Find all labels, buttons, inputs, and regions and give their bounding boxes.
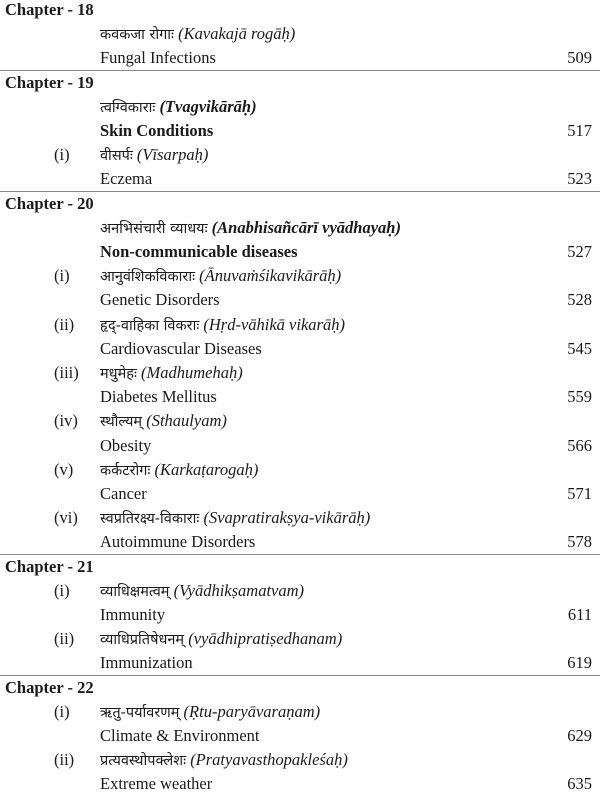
chapter-title: Chapter - 19 — [5, 72, 94, 92]
entry-index: (vi) — [54, 508, 78, 528]
page-number: 528 — [567, 290, 592, 310]
entry-english-line — [0, 385, 600, 409]
transliteration: (Vyādhikṣamatvam) — [173, 580, 305, 600]
entry-sanskrit-line — [0, 143, 600, 167]
entry-index: (i) — [54, 266, 70, 286]
entry-english-line — [0, 119, 600, 143]
page-number: 629 — [567, 726, 592, 745]
page-number: 517 — [567, 121, 592, 140]
english-title: Cancer — [100, 484, 147, 503]
sanskrit-title: मधुमेहः — [100, 366, 137, 382]
english-title: Immunization — [100, 653, 193, 673]
entry-sanskrit-line — [0, 700, 600, 724]
chapter-title: Chapter - 21 — [5, 556, 94, 576]
entry-sanskrit-heading — [100, 95, 257, 120]
english-title: Autoimmune Disorders — [100, 532, 256, 552]
entry-index: (i) — [54, 145, 70, 165]
sanskrit-title: हृद्-वाहिका विकराः — [100, 317, 200, 334]
sanskrit-title: त्वग्विकाराः — [100, 99, 156, 116]
english-title: Immunity — [100, 605, 166, 624]
entry-sanskrit-heading — [100, 22, 295, 47]
entry-sanskrit-line — [0, 627, 600, 651]
entry-english-line — [0, 240, 600, 264]
transliteration: (Pratyavasthopakleśaḥ) — [190, 750, 348, 770]
page-number: 619 — [567, 653, 592, 673]
chapter-title: Chapter - 20 — [5, 193, 94, 213]
chapter-title: Chapter - 22 — [5, 677, 94, 697]
sanskrit-title: आनुवंशिकविकाराः — [100, 269, 196, 286]
entry-index: (i) — [54, 701, 70, 721]
page-number: 527 — [567, 242, 592, 261]
entry-english-line — [0, 337, 600, 361]
entry-sanskrit-heading — [100, 361, 243, 386]
english-title: Diabetes Mellitus — [100, 387, 217, 407]
chapter-heading — [0, 71, 600, 95]
entry-index: (iii) — [54, 363, 79, 382]
entry-sanskrit-heading — [100, 700, 320, 725]
entry-sanskrit-line — [0, 748, 600, 772]
transliteration: (vyādhipratiṣedhanam) — [188, 629, 343, 649]
chapter-heading — [0, 0, 600, 22]
sanskrit-title: स्वप्रतिरक्ष्य-विकाराः — [100, 511, 200, 528]
entry-index: (ii) — [54, 750, 75, 770]
entry-sanskrit-line — [0, 216, 600, 240]
transliteration: (Svapratirakṣya-vikārāḥ) — [203, 508, 371, 528]
transliteration: (Ānuvaṁśikavikārāḥ) — [199, 266, 342, 286]
entry-index: (iv) — [54, 411, 78, 431]
transliteration: (Sthaulyam) — [146, 411, 227, 431]
english-title: Genetic Disorders — [100, 290, 220, 310]
english-title: Obesity — [100, 435, 152, 455]
sanskrit-title: व्याधिक्षमत्वम् — [100, 583, 170, 600]
english-title: Extreme weather — [100, 774, 213, 794]
english-title: Non-communicable diseases — [100, 242, 298, 261]
entry-english-line — [0, 603, 600, 627]
transliteration: (Madhumehaḥ) — [141, 363, 243, 382]
entry-english-line — [0, 651, 600, 675]
sanskrit-title: अनभिसंचारी व्याधयः — [100, 220, 208, 237]
entry-sanskrit-heading — [100, 264, 341, 289]
entry-index: (ii) — [54, 629, 75, 649]
sanskrit-title: व्याधिप्रतिषेधनम् — [100, 632, 185, 649]
english-title: Skin Conditions — [100, 121, 214, 140]
entry-sanskrit-heading — [100, 458, 258, 483]
entry-index: (v) — [54, 459, 74, 479]
page-number: 559 — [567, 387, 592, 407]
page-number: 545 — [567, 338, 592, 358]
entry-english-line — [0, 724, 600, 748]
english-title: Fungal Infections — [100, 48, 216, 68]
entry-sanskrit-heading — [100, 216, 401, 241]
page-number: 635 — [567, 774, 592, 794]
entry-sanskrit-line — [0, 361, 600, 385]
sanskrit-title: स्थौल्यम् — [100, 414, 143, 431]
transliteration: (Ṛtu-paryāvaraṇam) — [183, 701, 321, 721]
entry-english-line — [0, 772, 600, 796]
sanskrit-title: कवकजा रोगाः — [100, 27, 174, 44]
chapter-title: Chapter - 18 — [5, 0, 94, 19]
page-number: 509 — [567, 48, 592, 68]
entry-sanskrit-heading — [100, 313, 345, 338]
chapter-heading — [0, 192, 600, 216]
english-title: Climate & Environment — [100, 726, 260, 745]
sanskrit-title: प्रत्यवस्थोपक्लेशः — [100, 753, 187, 770]
entry-sanskrit-line — [0, 579, 600, 603]
page-number: 571 — [567, 484, 592, 503]
entry-sanskrit-line — [0, 313, 600, 337]
sanskrit-title: ऋतु-पर्यावरणम् — [100, 704, 180, 721]
entry-sanskrit-line — [0, 409, 600, 433]
transliteration: (Karkaṭarogaḥ) — [154, 459, 259, 479]
sanskrit-title: वीसर्पः — [100, 148, 133, 165]
entry-sanskrit-heading — [100, 748, 348, 773]
chapter-heading — [0, 676, 600, 700]
entry-english-line — [0, 530, 600, 554]
entry-sanskrit-line — [0, 22, 600, 46]
transliteration: (Kavakajā rogāḥ) — [178, 24, 296, 44]
entry-sanskrit-heading — [100, 409, 227, 434]
entry-index: (i) — [54, 580, 70, 600]
entry-sanskrit-line — [0, 95, 600, 119]
entry-english-line — [0, 482, 600, 506]
entry-sanskrit-line — [0, 264, 600, 288]
entry-english-line — [0, 288, 600, 312]
page-number: 566 — [567, 435, 592, 455]
sanskrit-title: कर्कटरोगः — [100, 462, 151, 479]
entry-sanskrit-heading — [100, 143, 208, 168]
entry-sanskrit-heading — [100, 579, 304, 604]
transliteration: (Anabhisañcārī vyādhayaḥ) — [211, 217, 401, 237]
page-number: 523 — [567, 169, 592, 189]
chapter-heading — [0, 555, 600, 579]
transliteration: (Tvagvikārāḥ) — [159, 96, 257, 116]
entry-english-line — [0, 434, 600, 458]
transliteration: (Hṛd-vāhikā vikarāḥ) — [203, 314, 345, 334]
page-number: 611 — [567, 605, 592, 624]
english-title: Eczema — [100, 169, 153, 189]
page-number: 578 — [567, 532, 592, 552]
entry-sanskrit-line — [0, 506, 600, 530]
entry-sanskrit-line — [0, 458, 600, 482]
entry-sanskrit-heading — [100, 506, 370, 531]
entry-english-line — [0, 167, 600, 191]
transliteration: (Vīsarpaḥ) — [136, 145, 209, 165]
entry-index: (ii) — [54, 314, 75, 334]
entry-sanskrit-heading — [100, 627, 342, 652]
entry-english-line — [0, 46, 600, 70]
english-title: Cardiovascular Diseases — [100, 338, 262, 358]
